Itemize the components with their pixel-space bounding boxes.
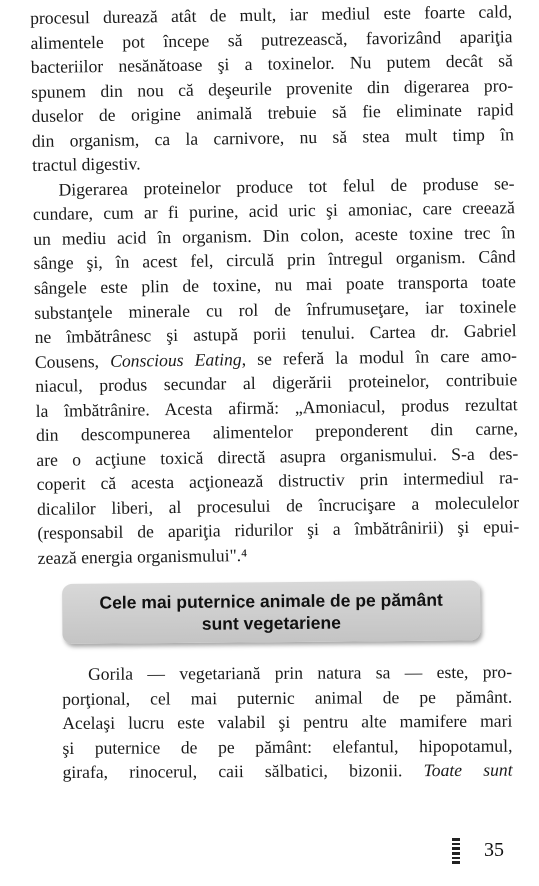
text-line: ne îmbătrânesc şi astupă porii tenului. Cartea dr. Gabriel (34, 320, 517, 348)
text-line: spunem din nou că deşeurile provenite din digerarea pro- (31, 74, 514, 102)
text-line: sângele este plin de toxine, nu mai poate transporta toate (33, 271, 517, 298)
text-line: substanţele minerale cu rol de înfrumuseţare, iar toxinele (34, 295, 517, 323)
text-fragment: , se referă la modul în care amo- (241, 344, 518, 369)
text-line: tractul digestiv. (32, 153, 141, 176)
text-line: procesul durează atât de mult, iar mediul este foarte cald, (30, 1, 513, 28)
body-text-top (30, 0, 520, 571)
text-line: la îmbătrânire. Acesta afirmă: „Amoniacul, produs rezultat (35, 393, 518, 421)
text-line: Gorila — vegetariană prin natura sa — este, pro- (88, 661, 513, 684)
text-fragment: Cousens, (34, 350, 111, 372)
text-line: coperit că acesta acţionează distructiv prin intermediul ra- (36, 467, 519, 495)
text-line: bacteriilor nesănătoase şi a toxinelor. Nu putem decât să (30, 50, 513, 78)
text-line: sânge şi, în acest fel, circulă prin întregul organism. Când (33, 246, 516, 274)
section-heading-box (62, 580, 481, 644)
text-line-with-italic (63, 758, 513, 785)
text-line: din descompunerea alimentelor preponderent din carne, (35, 418, 519, 446)
text-line: zează energia organismului".⁴ (37, 545, 248, 568)
text-line: duselor de origine animală trebuie să fie eliminate rapid (31, 99, 514, 127)
section-heading-line: Cele mai puternice animale de pe pământ (99, 589, 443, 613)
paragraph (30, 0, 514, 178)
book-title: Conscious Eating (110, 348, 242, 371)
italic-text: Toate sunt (423, 759, 513, 781)
text-line: din organism, ca la carnivore, nu să stea mult timp în (31, 123, 514, 151)
text-line: şi puternice de pe pământ: elefantul, hipopotamul, (62, 735, 513, 758)
text-line: niacul, produs secundar al digerării proteinelor, contribuie (35, 369, 518, 397)
text-line: are o acţiune toxică directă asupra organismului. S-a des- (36, 443, 519, 470)
text-line: Acelaşi lucru este valabil şi pentru alte mamifere mari (62, 710, 513, 734)
page-edge-mark (452, 838, 460, 864)
text-line: dicalilor liberi, al procesului de încrucişare a moleculelor (36, 492, 520, 519)
paragraph (32, 171, 519, 570)
text-line: alimentele pot începe să putrezească, favorizând apariţia (30, 25, 513, 53)
section-heading-line: sunt vegetariene (201, 612, 341, 634)
text-line: cundare, cum ar fi purine, acid uric şi amoniac, care creează (32, 197, 516, 225)
text-fragment: girafa, rinocerul, caii sălbatici, bizonii. (62, 760, 424, 783)
paragraph (62, 660, 513, 785)
text-line: un mediu acid în organism. Din colon, aceste toxine trec în (33, 222, 516, 249)
body-text-bottom (62, 660, 513, 785)
text-line: (responsabil de apariţia ridurilor şi a îmbătrânirii) şi epui- (37, 516, 520, 544)
page-number: 35 (484, 839, 504, 861)
text-line: Digerarea proteinelor produce tot felul de produse se- (58, 173, 515, 200)
text-line: porţional, cel mai puternic animal de pe pământ. (62, 686, 513, 709)
